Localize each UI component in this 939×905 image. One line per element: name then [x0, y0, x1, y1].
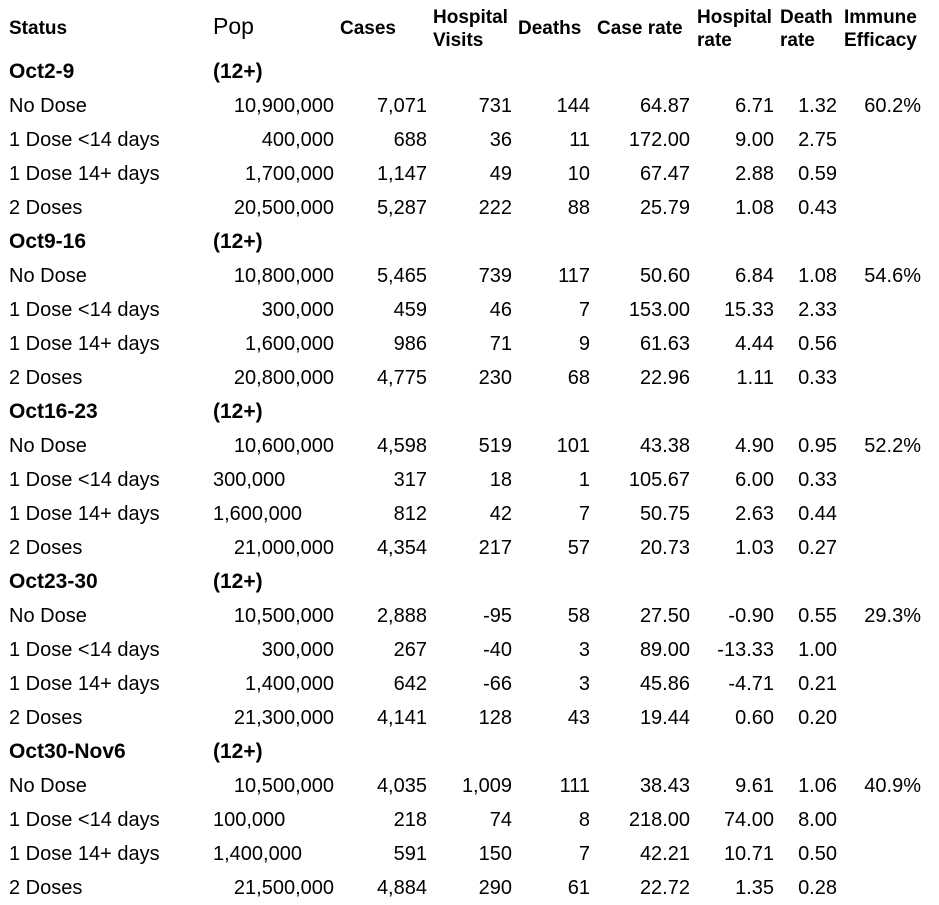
table-row — [0, 191, 939, 225]
cases-cell: 688 — [393, 129, 427, 151]
hospital-rate-cell: 6.71 — [735, 95, 774, 117]
period-label: Oct30-Nov6 — [9, 740, 126, 763]
cases-cell: 812 — [393, 503, 427, 525]
deaths-cell: 9 — [578, 333, 590, 355]
case-rate-cell: 25.79 — [639, 197, 690, 219]
immune-efficacy-cell — [850, 871, 921, 905]
deaths-cell: 10 — [567, 163, 590, 185]
hospital-rate-cell: 10.71 — [723, 843, 774, 865]
case-rate-cell: 153.00 — [628, 299, 690, 321]
deaths-cell: 11 — [569, 129, 590, 151]
immune-efficacy-cell — [850, 531, 921, 565]
hospital-visits-cell: 18 — [489, 469, 512, 491]
hospital-visits-cell: 222 — [478, 197, 512, 219]
hospital-visits-cell: -40 — [483, 639, 512, 661]
immune-efficacy-cell: 29.3% — [864, 605, 921, 627]
status-cell: 1 Dose <14 days — [9, 639, 160, 661]
period-age-group: (12+) — [213, 230, 263, 253]
death-rate-cell: 0.50 — [798, 843, 837, 865]
header-cases: Cases — [340, 18, 396, 39]
header-hospital-visits-line2: Visits — [433, 30, 484, 51]
immune-efficacy-cell — [850, 361, 921, 395]
table-row — [0, 429, 939, 463]
status-cell: 2 Doses — [9, 197, 83, 219]
table-row — [0, 667, 939, 701]
death-rate-cell: 1.08 — [798, 265, 837, 287]
pop-cell: 10,500,000 — [233, 775, 334, 797]
hospital-rate-cell: 2.63 — [735, 503, 774, 525]
table-row — [0, 701, 939, 735]
pop-cell: 21,500,000 — [233, 877, 334, 899]
table-row — [0, 497, 939, 531]
status-cell: 1 Dose 14+ days — [9, 503, 160, 525]
status-cell: 1 Dose 14+ days — [9, 843, 160, 865]
period-age-group: (12+) — [213, 400, 263, 423]
hospital-visits-cell: 739 — [478, 265, 512, 287]
hospital-visits-cell: 71 — [489, 333, 512, 355]
immune-efficacy-cell — [850, 327, 921, 361]
status-cell: 2 Doses — [9, 367, 83, 389]
cases-cell: 2,888 — [376, 605, 427, 627]
header-death-rate-line2: rate — [780, 30, 815, 51]
hospital-visits-cell: 36 — [489, 129, 512, 151]
pop-cell: 1,600,000 — [245, 333, 334, 355]
deaths-cell: 8 — [578, 809, 590, 831]
cases-cell: 986 — [393, 333, 427, 355]
table-row — [0, 599, 939, 633]
header-hospital-rate — [697, 6, 772, 52]
pop-cell: 1,400,000 — [213, 843, 302, 865]
hospital-visits-cell: -66 — [483, 673, 512, 695]
deaths-cell: 1 — [578, 469, 590, 491]
immune-efficacy-cell: 52.2% — [864, 435, 921, 457]
death-rate-cell: 0.28 — [798, 877, 837, 899]
table-row — [0, 633, 939, 667]
hospital-visits-cell: 46 — [489, 299, 512, 321]
death-rate-cell: 0.55 — [798, 605, 837, 627]
immune-efficacy-cell: 60.2% — [864, 95, 921, 117]
status-cell: 2 Doses — [9, 537, 83, 559]
header-hospital-rate-line1: Hospital — [697, 7, 772, 28]
table-row — [0, 531, 939, 565]
status-cell: No Dose — [9, 605, 87, 627]
case-rate-cell: 172.00 — [628, 129, 690, 151]
pop-cell: 20,800,000 — [233, 367, 334, 389]
pop-cell: 21,300,000 — [233, 707, 334, 729]
death-rate-cell: 2.33 — [798, 299, 837, 321]
death-rate-cell: 1.00 — [798, 639, 837, 661]
hospital-visits-cell: -95 — [483, 605, 512, 627]
period-header-row — [0, 735, 939, 769]
immune-efficacy-cell — [850, 633, 921, 667]
deaths-cell: 7 — [578, 299, 590, 321]
table-row — [0, 293, 939, 327]
hospital-visits-cell: 128 — [478, 707, 512, 729]
hospital-rate-cell: 1.08 — [735, 197, 774, 219]
pop-cell: 10,900,000 — [233, 95, 334, 117]
header-deaths: Deaths — [518, 18, 582, 39]
death-rate-cell: 1.06 — [798, 775, 837, 797]
status-cell: 1 Dose 14+ days — [9, 673, 160, 695]
pop-cell: 10,600,000 — [233, 435, 334, 457]
header-death-rate — [780, 6, 833, 52]
hospital-visits-cell: 217 — [478, 537, 512, 559]
hospital-visits-cell: 290 — [478, 877, 512, 899]
header-hospital-visits — [433, 6, 508, 52]
hospital-rate-cell: 1.11 — [736, 367, 774, 389]
hospital-rate-cell: -0.90 — [728, 605, 774, 627]
cases-cell: 5,465 — [376, 265, 427, 287]
deaths-cell: 57 — [567, 537, 590, 559]
status-cell: 2 Doses — [9, 877, 83, 899]
status-cell: 1 Dose 14+ days — [9, 163, 160, 185]
header-hospital-visits-line1: Hospital — [433, 7, 508, 28]
hospital-visits-cell: 49 — [489, 163, 512, 185]
immune-efficacy-cell — [850, 123, 921, 157]
period-label: Oct16-23 — [9, 400, 98, 423]
deaths-cell: 3 — [578, 673, 590, 695]
pop-cell: 1,700,000 — [245, 163, 334, 185]
period-label: Oct23-30 — [9, 570, 98, 593]
death-rate-cell: 0.27 — [798, 537, 837, 559]
deaths-cell: 61 — [567, 877, 590, 899]
status-cell: No Dose — [9, 435, 87, 457]
hospital-visits-cell: 42 — [489, 503, 512, 525]
header-immune-efficacy-line2: Efficacy — [844, 30, 917, 51]
case-rate-cell: 22.96 — [639, 367, 690, 389]
pop-cell: 10,800,000 — [233, 265, 334, 287]
immune-efficacy-cell: 54.6% — [864, 265, 921, 287]
cases-cell: 4,598 — [376, 435, 427, 457]
hospital-rate-cell: 9.00 — [735, 129, 774, 151]
cases-cell: 4,035 — [376, 775, 427, 797]
status-cell: 1 Dose <14 days — [9, 809, 160, 831]
death-rate-cell: 0.21 — [798, 673, 837, 695]
death-rate-cell: 2.75 — [798, 129, 837, 151]
header-pop: Pop — [213, 13, 254, 39]
period-age-group: (12+) — [213, 570, 263, 593]
deaths-cell: 7 — [578, 843, 590, 865]
pop-cell: 300,000 — [261, 299, 334, 321]
period-age-group: (12+) — [213, 740, 263, 763]
table-row — [0, 327, 939, 361]
case-rate-cell: 20.73 — [639, 537, 690, 559]
header-status: Status — [9, 18, 68, 39]
deaths-cell: 117 — [558, 265, 590, 287]
death-rate-cell: 8.00 — [798, 809, 837, 831]
hospital-visits-cell: 150 — [478, 843, 512, 865]
cases-cell: 218 — [393, 809, 427, 831]
hospital-rate-cell: 1.35 — [735, 877, 774, 899]
status-cell: 1 Dose <14 days — [9, 469, 160, 491]
hospital-rate-cell: 0.60 — [735, 707, 774, 729]
deaths-cell: 3 — [578, 639, 590, 661]
period-label: Oct9-16 — [9, 230, 87, 253]
case-rate-cell: 67.47 — [639, 163, 690, 185]
hospital-rate-cell: 6.00 — [735, 469, 774, 491]
immune-efficacy-cell: 40.9% — [864, 775, 921, 797]
cases-cell: 4,775 — [376, 367, 427, 389]
pop-cell: 10,500,000 — [233, 605, 334, 627]
cases-cell: 1,147 — [376, 163, 427, 185]
death-rate-cell: 0.44 — [798, 503, 837, 525]
deaths-cell: 68 — [567, 367, 590, 389]
immune-efficacy-cell — [850, 667, 921, 701]
status-cell: 1 Dose 14+ days — [9, 333, 160, 355]
pop-cell: 20,500,000 — [233, 197, 334, 219]
period-header-row — [0, 395, 939, 429]
immune-efficacy-cell — [850, 837, 921, 871]
deaths-cell: 101 — [556, 435, 590, 457]
case-rate-cell: 22.72 — [639, 877, 690, 899]
table-row — [0, 157, 939, 191]
hospital-rate-cell: 6.84 — [735, 265, 774, 287]
immune-efficacy-cell — [850, 803, 921, 837]
hospital-visits-cell: 519 — [478, 435, 512, 457]
cases-cell: 591 — [393, 843, 427, 865]
case-rate-cell: 27.50 — [639, 605, 690, 627]
case-rate-cell: 89.00 — [639, 639, 690, 661]
hospital-rate-cell: 15.33 — [723, 299, 774, 321]
header-immune-efficacy-line1: Immune — [844, 7, 917, 28]
header-immune-efficacy — [844, 6, 917, 52]
deaths-cell: 88 — [567, 197, 590, 219]
immune-efficacy-cell — [850, 701, 921, 735]
death-rate-cell: 0.20 — [798, 707, 837, 729]
hospital-rate-cell: 4.90 — [735, 435, 774, 457]
case-rate-cell: 218.00 — [628, 809, 690, 831]
status-cell: 1 Dose <14 days — [9, 129, 160, 151]
hospital-rate-cell: -4.71 — [728, 673, 774, 695]
cases-cell: 7,071 — [376, 95, 427, 117]
table-row — [0, 123, 939, 157]
case-rate-cell: 38.43 — [639, 775, 690, 797]
cases-cell: 4,884 — [376, 877, 427, 899]
case-rate-cell: 19.44 — [639, 707, 690, 729]
deaths-cell: 58 — [567, 605, 590, 627]
table-row — [0, 837, 939, 871]
hospital-visits-cell: 731 — [478, 95, 512, 117]
case-rate-cell: 42.21 — [639, 843, 690, 865]
death-rate-cell: 0.33 — [798, 469, 837, 491]
period-age-group: (12+) — [213, 60, 263, 83]
header-death-rate-line1: Death — [780, 7, 833, 28]
pop-cell: 1,400,000 — [245, 673, 334, 695]
header-hospital-rate-line2: rate — [697, 30, 732, 51]
cases-cell: 4,354 — [376, 537, 427, 559]
hospital-rate-cell: 4.44 — [735, 333, 774, 355]
case-rate-cell: 105.67 — [628, 469, 690, 491]
death-rate-cell: 0.43 — [798, 197, 837, 219]
cases-cell: 4,141 — [376, 707, 427, 729]
table-row — [0, 871, 939, 905]
status-cell: 1 Dose <14 days — [9, 299, 160, 321]
hospital-rate-cell: 1.03 — [735, 537, 774, 559]
immune-efficacy-cell — [850, 497, 921, 531]
deaths-cell: 7 — [578, 503, 590, 525]
table-row — [0, 259, 939, 293]
death-rate-cell: 0.56 — [798, 333, 837, 355]
status-cell: No Dose — [9, 265, 87, 287]
case-rate-cell: 50.60 — [639, 265, 690, 287]
deaths-cell: 43 — [567, 707, 590, 729]
hospital-visits-cell: 74 — [489, 809, 512, 831]
status-cell: No Dose — [9, 775, 87, 797]
pop-cell: 100,000 — [213, 809, 286, 831]
cases-cell: 459 — [393, 299, 427, 321]
death-rate-cell: 0.59 — [798, 163, 837, 185]
pop-cell: 400,000 — [261, 129, 334, 151]
hospital-rate-cell: 9.61 — [735, 775, 774, 797]
death-rate-cell: 0.95 — [798, 435, 837, 457]
table-row — [0, 803, 939, 837]
hospital-visits-cell: 230 — [478, 367, 512, 389]
cases-cell: 317 — [393, 469, 427, 491]
hospital-rate-cell: -13.33 — [717, 639, 774, 661]
case-rate-cell: 61.63 — [639, 333, 690, 355]
death-rate-cell: 1.32 — [798, 95, 837, 117]
pop-cell: 21,000,000 — [233, 537, 334, 559]
immune-efficacy-cell — [850, 463, 921, 497]
deaths-cell: 144 — [556, 95, 590, 117]
immune-efficacy-cell — [850, 293, 921, 327]
status-cell: 2 Doses — [9, 707, 83, 729]
death-rate-cell: 0.33 — [798, 367, 837, 389]
period-label: Oct2-9 — [9, 60, 75, 83]
pop-cell: 1,600,000 — [213, 503, 302, 525]
hospital-rate-cell: 2.88 — [735, 163, 774, 185]
status-cell: No Dose — [9, 95, 87, 117]
immune-efficacy-cell — [850, 191, 921, 225]
period-header-row — [0, 565, 939, 599]
hospital-rate-cell: 74.00 — [723, 809, 774, 831]
immune-efficacy-cell — [850, 157, 921, 191]
case-rate-cell: 50.75 — [639, 503, 690, 525]
hospital-visits-cell: 1,009 — [461, 775, 512, 797]
table-row — [0, 769, 939, 803]
period-header-row — [0, 225, 939, 259]
table-row — [0, 89, 939, 123]
table-row — [0, 361, 939, 395]
cases-cell: 5,287 — [376, 197, 427, 219]
case-rate-cell: 45.86 — [639, 673, 690, 695]
deaths-cell: 111 — [559, 775, 590, 797]
cases-cell: 642 — [393, 673, 427, 695]
cases-cell: 267 — [393, 639, 427, 661]
table-row — [0, 463, 939, 497]
case-rate-cell: 43.38 — [639, 435, 690, 457]
period-header-row — [0, 55, 939, 89]
header-case-rate: Case rate — [597, 18, 683, 39]
pop-cell: 300,000 — [261, 639, 334, 661]
case-rate-cell: 64.87 — [639, 95, 690, 117]
pop-cell: 300,000 — [213, 469, 286, 491]
